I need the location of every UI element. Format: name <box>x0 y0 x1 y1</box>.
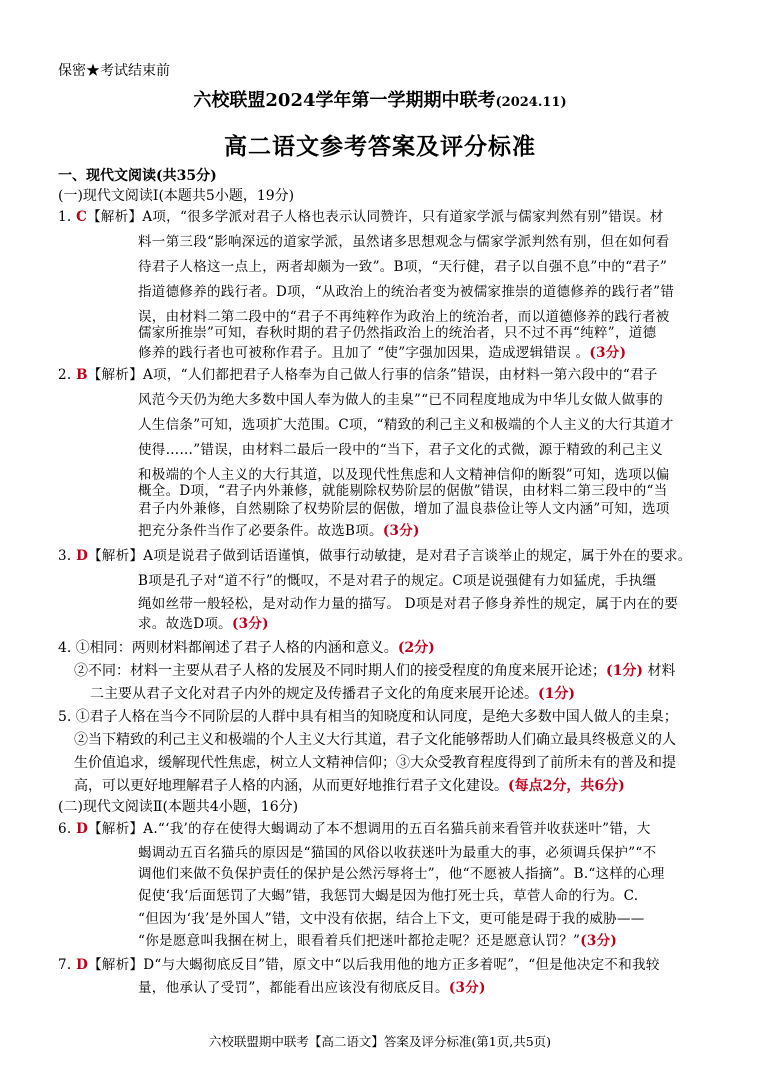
q6-line-2: 蝎调动五百名猫兵的原因是“猫国的风俗以收获迷叶为最重大的事，必须调兵保护”“不 <box>138 845 657 861</box>
q1-score: (3分) <box>589 345 627 361</box>
q7-text-1: 【解析】D“与大蝎彻底反目”错，原文中“以后我用他的地方正多着呢”，“但是他决定不和我较 <box>88 957 660 973</box>
q2-line-5: 和极端的个人主义的大行其道，以及现代性焦虑和人文精神信仰的断裂”可知，选项以偏 <box>138 467 670 483</box>
q2-line-7: 君子内外兼修，自然剔除了权势阶层的倨傲，增加了温良恭俭让等人文内涵”可知，选项 <box>138 501 670 517</box>
exam-title <box>0 86 760 112</box>
q3-text-4: 求。故选D项。 <box>138 616 232 632</box>
q6-score: (3分) <box>580 933 618 949</box>
q3-line-4 <box>138 614 269 634</box>
subsection-heading-1: (一)现代文阅读Ⅰ(本题共5小题，19分) <box>58 188 295 204</box>
subsection-heading-2: (二)现代文阅读Ⅱ(本题共4小题，16分) <box>58 799 299 815</box>
q3-line-1 <box>58 546 692 566</box>
q4-text-1: 4. ①相同：两则材料都阐述了君子人格的内涵和意义。 <box>58 640 398 656</box>
q1-text-7: 修养的践行者也可被称作君子。且加了 “使”字强加因果，造成逻辑错误 。 <box>138 345 590 361</box>
q3-line-3: 绳如丝带一般轻松，是对动作力量的描写。 D项是对君子修身养性的规定，属于内在的要 <box>138 596 679 612</box>
q1-line-5: 误，由材料二第二段中的“君子不再纯粹作为政治上的统治者，而以道德修养的践行者被 <box>138 309 670 325</box>
q7-line-2 <box>138 978 486 998</box>
q4-line-1 <box>58 638 435 658</box>
q1-line-4: 指道德修养的践行者。D项，“从政治上的统治者变为被儒家推崇的道德修养的践行者”错 <box>138 284 675 300</box>
exam-date: (2024.11) <box>495 95 567 110</box>
q2-line-2: 风范今天仍为绝大多数中国人奉为做人的圭臬”“已不同程度地成为中华儿女做人做事的 <box>138 392 664 408</box>
q4-score-3: (1分) <box>538 686 575 702</box>
q7-line-1 <box>58 955 660 975</box>
q6-line-6 <box>138 931 617 951</box>
q1-line-1 <box>58 207 664 227</box>
q6-answer: D <box>76 821 89 837</box>
q4-text-3: 二主要从君子文化对君子内外的规定及传播君子文化的角度来展开论述。 <box>90 686 538 702</box>
q6-text-6: “你是愿意叫我捆在树上，眼看着兵们把迷叶都抢走呢？还是愿意认罚？” <box>138 933 581 949</box>
q2-text-1: 【解析】A项，“人们都把君子人格奉为自己做人行事的信条”错误，由材料一第六段中的“君子 <box>87 367 658 383</box>
q4-line-3 <box>90 684 575 704</box>
q6-text-1: 【解析】A.“‘我’的存在使得大蝎调动了本不想调用的五百名猫兵前来看管并收获迷叶”错，大 <box>88 821 651 837</box>
q5-line-1: 5. ①君子人格在当今不同阶层的人群中具有相当的知晓度和认同度，是绝大多数中国人做人的圭臬； <box>58 709 678 725</box>
page-footer: 六校联盟期中联考【高二语文】答案及评分标准(第1页,共5页) <box>208 1034 552 1049</box>
q2-line-8 <box>138 521 420 541</box>
q5-line-3: 生价值追求，缓解现代性焦虑，树立人文精神信仰；③大众受教育程度得到了前所未有的普及和提 <box>74 755 676 771</box>
q1-number: 1. <box>58 209 77 225</box>
q1-text-1: 【解析】A项，“很多学派对君子人格也表示认同赞许，只有道家学派与儒家判然有别”错误。材 <box>87 209 664 225</box>
q5-text-4: 高，可以更好地理解君子人格的内涵，从而更好地推行君子文化建设。 <box>74 778 508 794</box>
q2-line-6: 概全。D项，“君子内外兼修，就能剔除权势阶层的倨傲”错误，由材料二第三段中的“当 <box>138 483 668 499</box>
q3-text-1: 【解析】A项是说君子做到话语谨慎，做事行动敏捷，是对君子言谈举止的规定，属于外在的要求。 <box>88 548 692 564</box>
q4-line-2 <box>74 661 675 681</box>
q6-line-3: 调他们来做不负保护责任的保护是公然污辱将士”，他“不愿被人指摘”。B.“这样的心理 <box>138 866 665 882</box>
confidential-mark: 保密★考试结束前 <box>58 63 170 79</box>
q1-answer: C <box>76 209 88 225</box>
q3-score: (3分) <box>231 616 269 632</box>
q6-line-5: “但因为‘我’是外国人”错，文中没有依据，结合上下文，更可能是碍于我的威胁—— <box>138 911 645 927</box>
q4-text-2: ②不同：材料一主要从君子人格的发展及不同时期人们的接受程度的角度来展开论述； <box>74 663 606 679</box>
q7-score: (3分) <box>448 980 486 996</box>
exam-title-text: 六校联盟2024学年第一学期期中联考 <box>193 90 496 111</box>
q3-number: 3. <box>58 548 77 564</box>
q6-number: 6. <box>58 821 77 837</box>
section-heading-1: 一、现代文阅读(共35分) <box>58 168 217 184</box>
q1-line-7 <box>138 343 626 363</box>
q2-line-1 <box>58 365 658 385</box>
q5-score: (每点2分，共6分) <box>508 778 625 794</box>
q2-number: 2. <box>58 367 77 383</box>
q2-line-3: 人生信条”可知，选项扩大范围。C项，“精致的利己主义和极端的个人主义的大行其道才 <box>138 417 674 433</box>
q1-line-3: 待君子人格这一点上，两者却颇为一致”。B项，“天行健，君子以自强不息”中的“君子” <box>138 259 668 275</box>
q4-text-2b: 材料 <box>643 663 676 679</box>
q1-line-6: 儒家所推崇”可知，春秋时期的君子仍然指政治上的统治者，只不过不再“纯粹”，道德 <box>138 325 657 341</box>
q5-line-2: ②当下精致的利己主义和极端的个人主义大行其道，君子文化能够帮助人们确立最具终极意义的人 <box>74 732 676 748</box>
document-subtitle: 高二语文参考答案及评分标准 <box>224 133 536 160</box>
q7-number: 7. <box>58 957 77 973</box>
q4-score-1: (2分) <box>397 640 435 656</box>
q6-line-1 <box>58 819 651 839</box>
q5-line-4 <box>74 776 625 796</box>
q2-line-4: 使得……”错误，由材料二最后一段中的“当下，君子文化的式微，源于精致的利己主义 <box>138 442 664 458</box>
q7-text-2: 量，他承认了受罚”，都能看出应该没有彻底反目。 <box>138 980 449 996</box>
q7-answer: D <box>76 957 89 973</box>
q1-line-2: 料一第三段“影响深远的道家学派，虽然诸多思想观念与儒家学派判然有别，但在如何看 <box>138 234 670 250</box>
q6-line-4: 促使‘我‘后面惩罚了大蝎”错，我惩罚大蝎是因为他打死士兵，草菅人命的行为。C. <box>138 888 639 904</box>
q3-line-2: B项是孔子对“道不行”的慨叹，不是对君子的规定。C项是说强健有力如猛虎，手执缰 <box>138 573 657 589</box>
q2-answer: B <box>76 367 88 383</box>
q3-answer: D <box>76 548 89 564</box>
q2-score: (3分) <box>382 523 420 539</box>
q4-score-2: (1分) <box>606 663 643 679</box>
q2-text-8: 把充分条件当作了必要条件。故选B项。 <box>138 523 383 539</box>
